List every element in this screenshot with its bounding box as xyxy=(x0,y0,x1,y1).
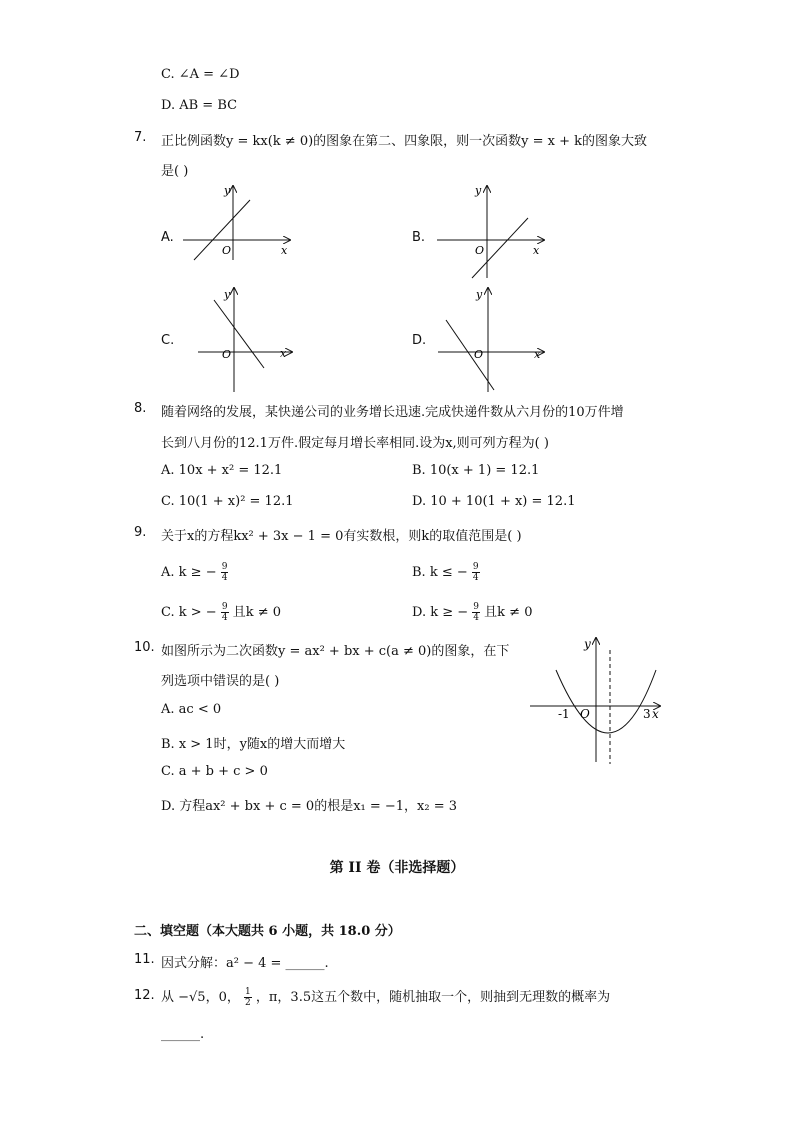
q7-stem-line2: 是( ) xyxy=(161,164,189,179)
function-line xyxy=(446,320,494,390)
fraction-numerator: 1 xyxy=(245,987,251,997)
y-label: y xyxy=(224,288,231,301)
q8-option-d: D. 10 + 10(1 + x) = 12.1 xyxy=(412,494,576,509)
q9-option-c xyxy=(161,601,281,623)
q7-option-b-label: B. xyxy=(412,230,426,245)
q11-stem: 因式分解：a² − 4 = ______. xyxy=(161,956,329,971)
q9-option-c-text: C. k > − xyxy=(161,605,217,620)
q7-option-c-label: C. xyxy=(161,333,175,348)
fraction-9-4 xyxy=(472,602,480,623)
fraction-9-4 xyxy=(221,602,229,623)
q10-stem-line2: 列选项中错误的是( ) xyxy=(161,674,280,689)
q10-option-a: A. ac < 0 xyxy=(161,702,222,717)
parabola-curve xyxy=(556,670,656,733)
q7-graph-a xyxy=(178,182,296,262)
origin-label: O xyxy=(475,244,485,257)
q12-stem-post: ，π，3.5这五个数中，随机抽取一个，则抽到无理数的概率为 xyxy=(255,990,611,1005)
q9-option-c-condition: 且k ≠ 0 xyxy=(232,605,282,620)
q8-number: 8. xyxy=(134,401,147,416)
q9-option-d-text: D. k ≥ − xyxy=(412,605,469,620)
fraction-9-4 xyxy=(221,562,229,583)
q10-option-d: D. 方程ax² + bx + c = 0的根是x₁ = −1，x₂ = 3 xyxy=(161,799,458,814)
x-label: x xyxy=(280,347,287,360)
fraction-denominator: 4 xyxy=(473,613,480,623)
q10-stem-line1: 如图所示为二次函数y = ax² + bx + c(a ≠ 0)的图象，在下 xyxy=(161,644,510,659)
q12-number: 12. xyxy=(134,988,155,1003)
q8-option-b: B. 10(x + 1) = 12.1 xyxy=(412,463,540,478)
q9-option-b xyxy=(412,562,480,583)
fraction-denominator: 2 xyxy=(245,998,251,1008)
q11-number: 11. xyxy=(134,952,155,967)
section-title: 第 II 卷（非选择题） xyxy=(329,860,465,876)
q7-option-a-label: A. xyxy=(161,230,174,245)
origin-label: O xyxy=(474,348,484,361)
q8-option-c: C. 10(1 + x)² = 12.1 xyxy=(161,494,294,509)
fraction-9-4 xyxy=(472,562,480,583)
x-label: x xyxy=(533,244,540,257)
fraction-denominator: 4 xyxy=(221,613,228,623)
x-label: x xyxy=(534,348,541,361)
q12-stem xyxy=(161,986,610,1008)
fraction-numerator: 9 xyxy=(472,562,479,572)
neg1-label: -1 xyxy=(558,707,570,721)
q10-option-b: B. x > 1时，y随x的增大而增大 xyxy=(161,737,346,752)
q6-option-c: C. ∠A = ∠D xyxy=(161,67,240,82)
q7-number: 7. xyxy=(134,130,147,145)
q8-stem-line1: 随着网络的发展，某快递公司的业务增长迅速.完成快递件数从六月份的10万件增 xyxy=(161,405,624,420)
fraction-denominator: 4 xyxy=(472,573,479,583)
q10-parabola-graph xyxy=(528,634,664,766)
fraction-denominator: 4 xyxy=(221,573,228,583)
q9-option-d xyxy=(412,601,532,623)
origin-label: O xyxy=(580,707,590,721)
fraction-numerator: 9 xyxy=(221,562,228,572)
section-heading: 二、填空题（本大题共 6 小题，共 18.0 分） xyxy=(134,924,401,939)
origin-label: O xyxy=(222,244,232,257)
q9-option-d-condition: 且k ≠ 0 xyxy=(484,605,533,620)
q7-graph-c xyxy=(196,284,296,396)
q10-number: 10. xyxy=(134,640,155,655)
q8-stem-line2: 长到八月份的12.1万件.假定每月增长率相同.设为x,则可列方程为( ) xyxy=(161,436,549,451)
y-label: y xyxy=(224,184,231,197)
q12-answer-blank: ______. xyxy=(161,1027,205,1042)
q7-graph-b xyxy=(432,182,550,282)
origin-label: O xyxy=(222,348,232,361)
q9-option-a xyxy=(161,562,228,583)
x-label: x xyxy=(281,244,288,257)
q7-option-d-label: D. xyxy=(412,333,427,348)
q10-option-c: C. a + b + c > 0 xyxy=(161,764,268,779)
q7-stem-line1: 正比例函数y = kx(k ≠ 0)的图象在第二、四象限，则一次函数y = x + k的图象大致 xyxy=(161,134,648,149)
q12-stem-pre: 从 −√5，0， xyxy=(161,990,240,1005)
x-label: x xyxy=(652,707,659,721)
q9-number: 9. xyxy=(134,525,147,540)
y-label: y xyxy=(476,288,483,301)
q7-graph-d xyxy=(436,284,548,396)
q9-option-a-text: A. k ≥ − xyxy=(161,565,217,580)
three-label: 3 xyxy=(643,707,651,721)
fraction-numerator: 9 xyxy=(473,602,480,612)
q9-stem: 关于x的方程kx² + 3x − 1 = 0有实数根，则k的取值范围是( ) xyxy=(161,529,522,544)
y-label: y xyxy=(475,184,482,197)
q6-option-d: D. AB = BC xyxy=(161,98,238,113)
q8-option-a: A. 10x + x² = 12.1 xyxy=(161,463,283,478)
q9-option-b-text: B. k ≤ − xyxy=(412,565,468,580)
fraction-numerator: 9 xyxy=(221,602,228,612)
y-label: y xyxy=(584,637,591,651)
fraction-1-2 xyxy=(244,987,252,1008)
